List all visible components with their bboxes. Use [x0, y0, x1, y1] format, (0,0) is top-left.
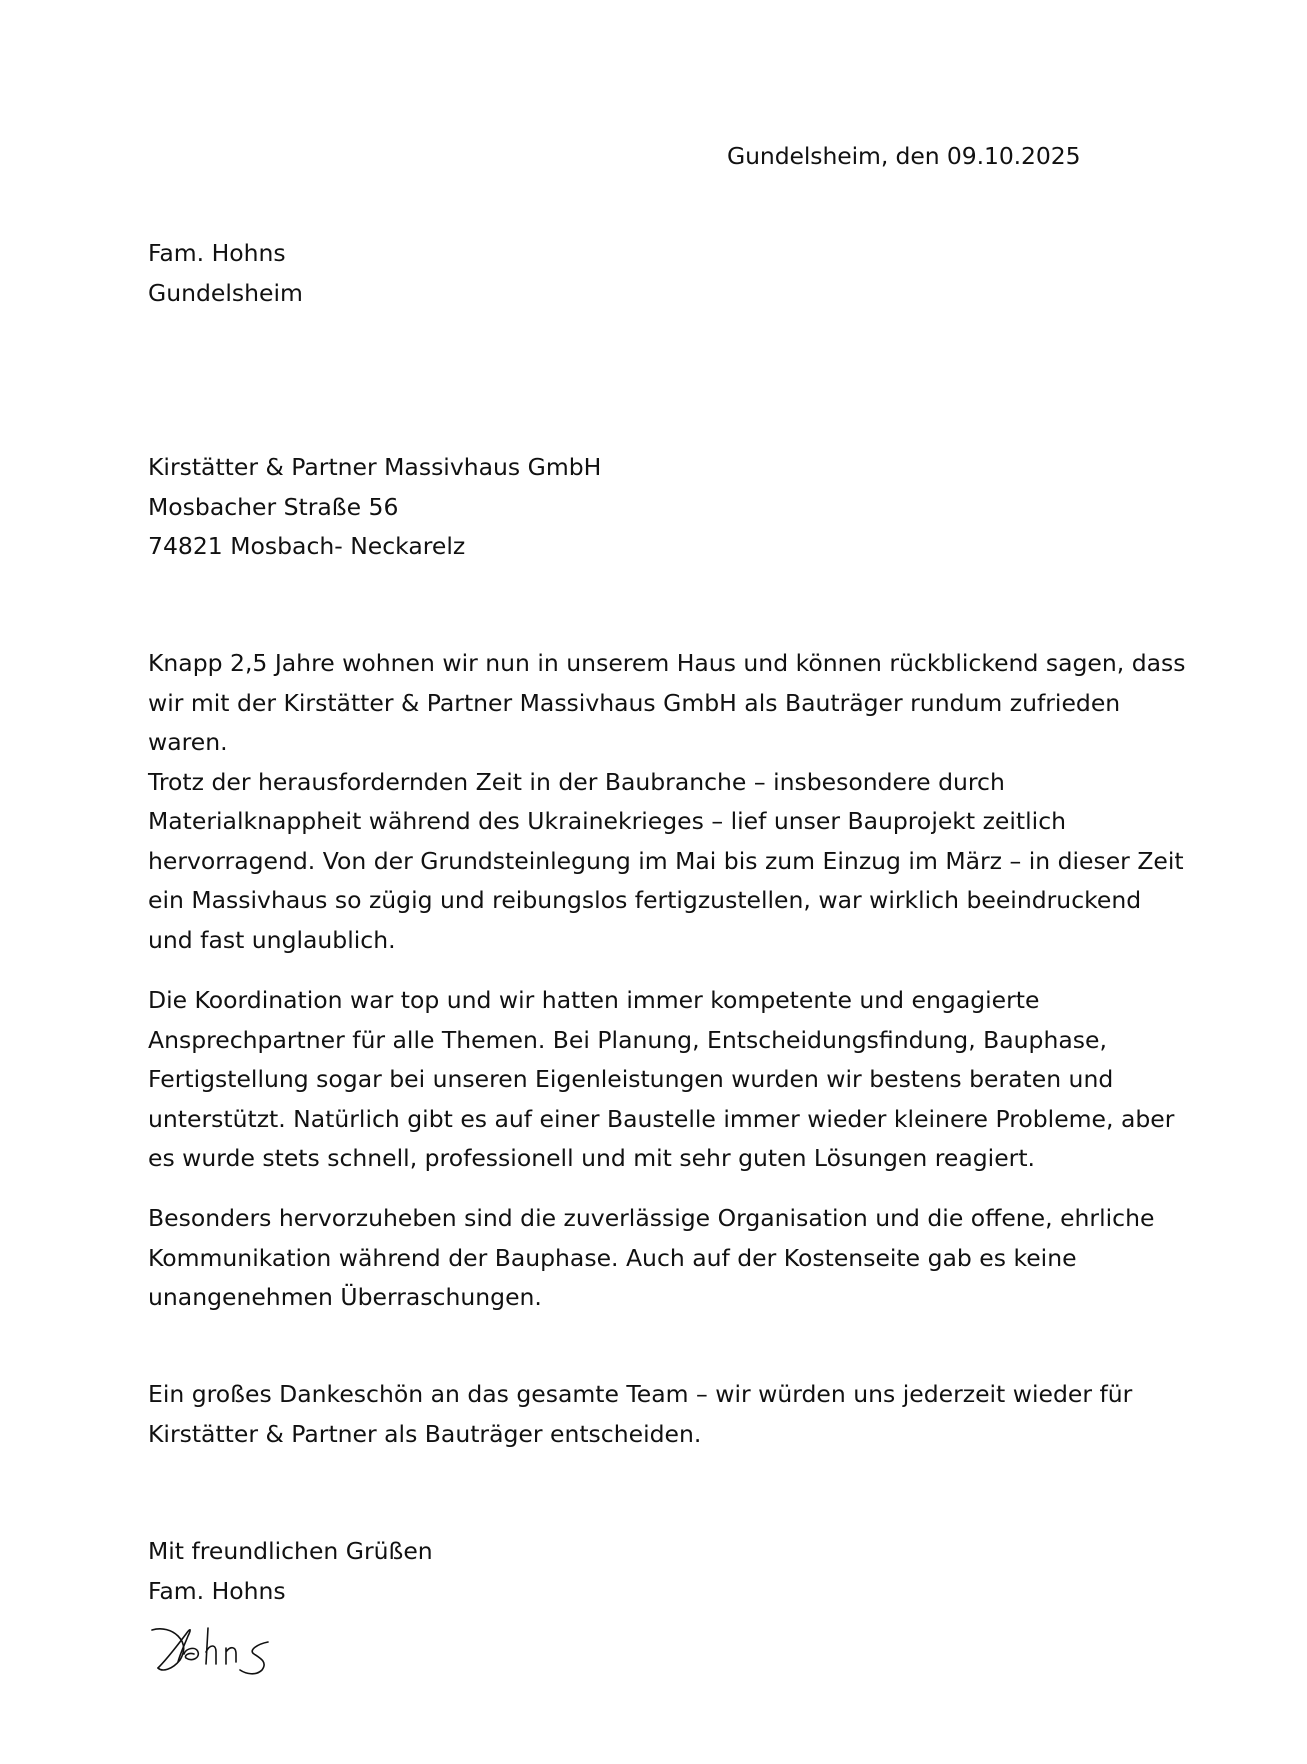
recipient-company: Kirstätter & Partner Massivhaus GmbH: [148, 453, 602, 481]
paragraph-line: ein Massivhaus so zügig und reibungslos fertigzustellen, war wirklich beeindruckend: [148, 886, 1142, 914]
paragraph-line: Trotz der herausfordernden Zeit in der Baubranche – insbesondere durch: [148, 767, 1005, 796]
thanks-paragraph: [148, 1375, 1132, 1454]
paragraph-line: Knapp 2,5 Jahre wohnen wir nun in unserem Haus und können rückblickend sagen, dass: [148, 649, 1186, 677]
signature-stroke-cross: [152, 1629, 184, 1670]
signature-stroke-s: [240, 1642, 268, 1674]
paragraph-line: hervorragend. Von der Grundsteinlegung im Mai bis zum Einzug im März – in dieser Zeit: [148, 846, 1184, 875]
recipient-street: Mosbacher Straße 56: [148, 492, 399, 521]
paragraph-line: und fast unglaublich.: [148, 925, 396, 954]
date-line: Gundelsheim, den 09.10.2025: [727, 142, 1081, 170]
signature-stroke-n: [226, 1648, 236, 1664]
thanks-line: Ein großes Dankeschön an das gesamte Team – wir würden uns jederzeit wieder für: [148, 1380, 1133, 1408]
paragraph-2: [148, 981, 1174, 1179]
closing-name: Fam. Hohns: [148, 1576, 286, 1605]
signature-stroke-o: [184, 1648, 198, 1659]
sender-city: Gundelsheim: [148, 278, 303, 307]
closing-block: [148, 1532, 433, 1611]
paragraph-line: es wurde stets schnell, professionell und mit sehr guten Lösungen reagiert.: [148, 1144, 1036, 1172]
thanks-line: Kirstätter & Partner als Bauträger entscheiden.: [148, 1419, 702, 1448]
signature-stroke-h: [206, 1628, 216, 1664]
recipient-address: [148, 448, 601, 567]
paragraph-line: Besonders hervorzuheben sind die zuverlässige Organisation und die offene, ehrliche: [148, 1204, 1155, 1232]
sender-name: Fam. Hohns: [148, 239, 286, 267]
sender-address: [148, 234, 303, 313]
paragraph-line: Fertigstellung sogar bei unseren Eigenleistungen wurden wir bestens beraten und: [148, 1065, 1114, 1093]
signature-stroke-diagonal: [158, 1630, 190, 1668]
signature-icon: [150, 1620, 280, 1680]
paragraph-line: wir mit der Kirstätter & Partner Massivhaus GmbH als Bauträger rundum zufrieden: [148, 688, 1121, 717]
paragraph-line: unterstützt. Natürlich gibt es auf einer Baustelle immer wieder kleinere Probleme, aber: [148, 1104, 1175, 1133]
paragraph-line: Materialknappheit während des Ukrainekrieges – lief unser Bauprojekt zeitlich: [148, 807, 1067, 835]
paragraph-3: [148, 1199, 1154, 1318]
paragraph-line: unangenehmen Überraschungen.: [148, 1283, 542, 1311]
closing-greeting: Mit freundlichen Grüßen: [148, 1537, 433, 1565]
paragraph-line: Kommunikation während der Bauphase. Auch auf der Kostenseite gab es keine: [148, 1243, 1077, 1272]
paragraph-line: Die Koordination war top und wir hatten immer kompetente und engagierte: [148, 986, 1040, 1014]
paragraph-line: waren.: [148, 728, 228, 756]
paragraph-line: Ansprechpartner für alle Themen. Bei Planung, Entscheidungsfindung, Bauphase,: [148, 1025, 1107, 1054]
paragraph-1: [148, 644, 1186, 960]
recipient-postal-city: 74821 Mosbach- Neckarelz: [148, 532, 466, 560]
